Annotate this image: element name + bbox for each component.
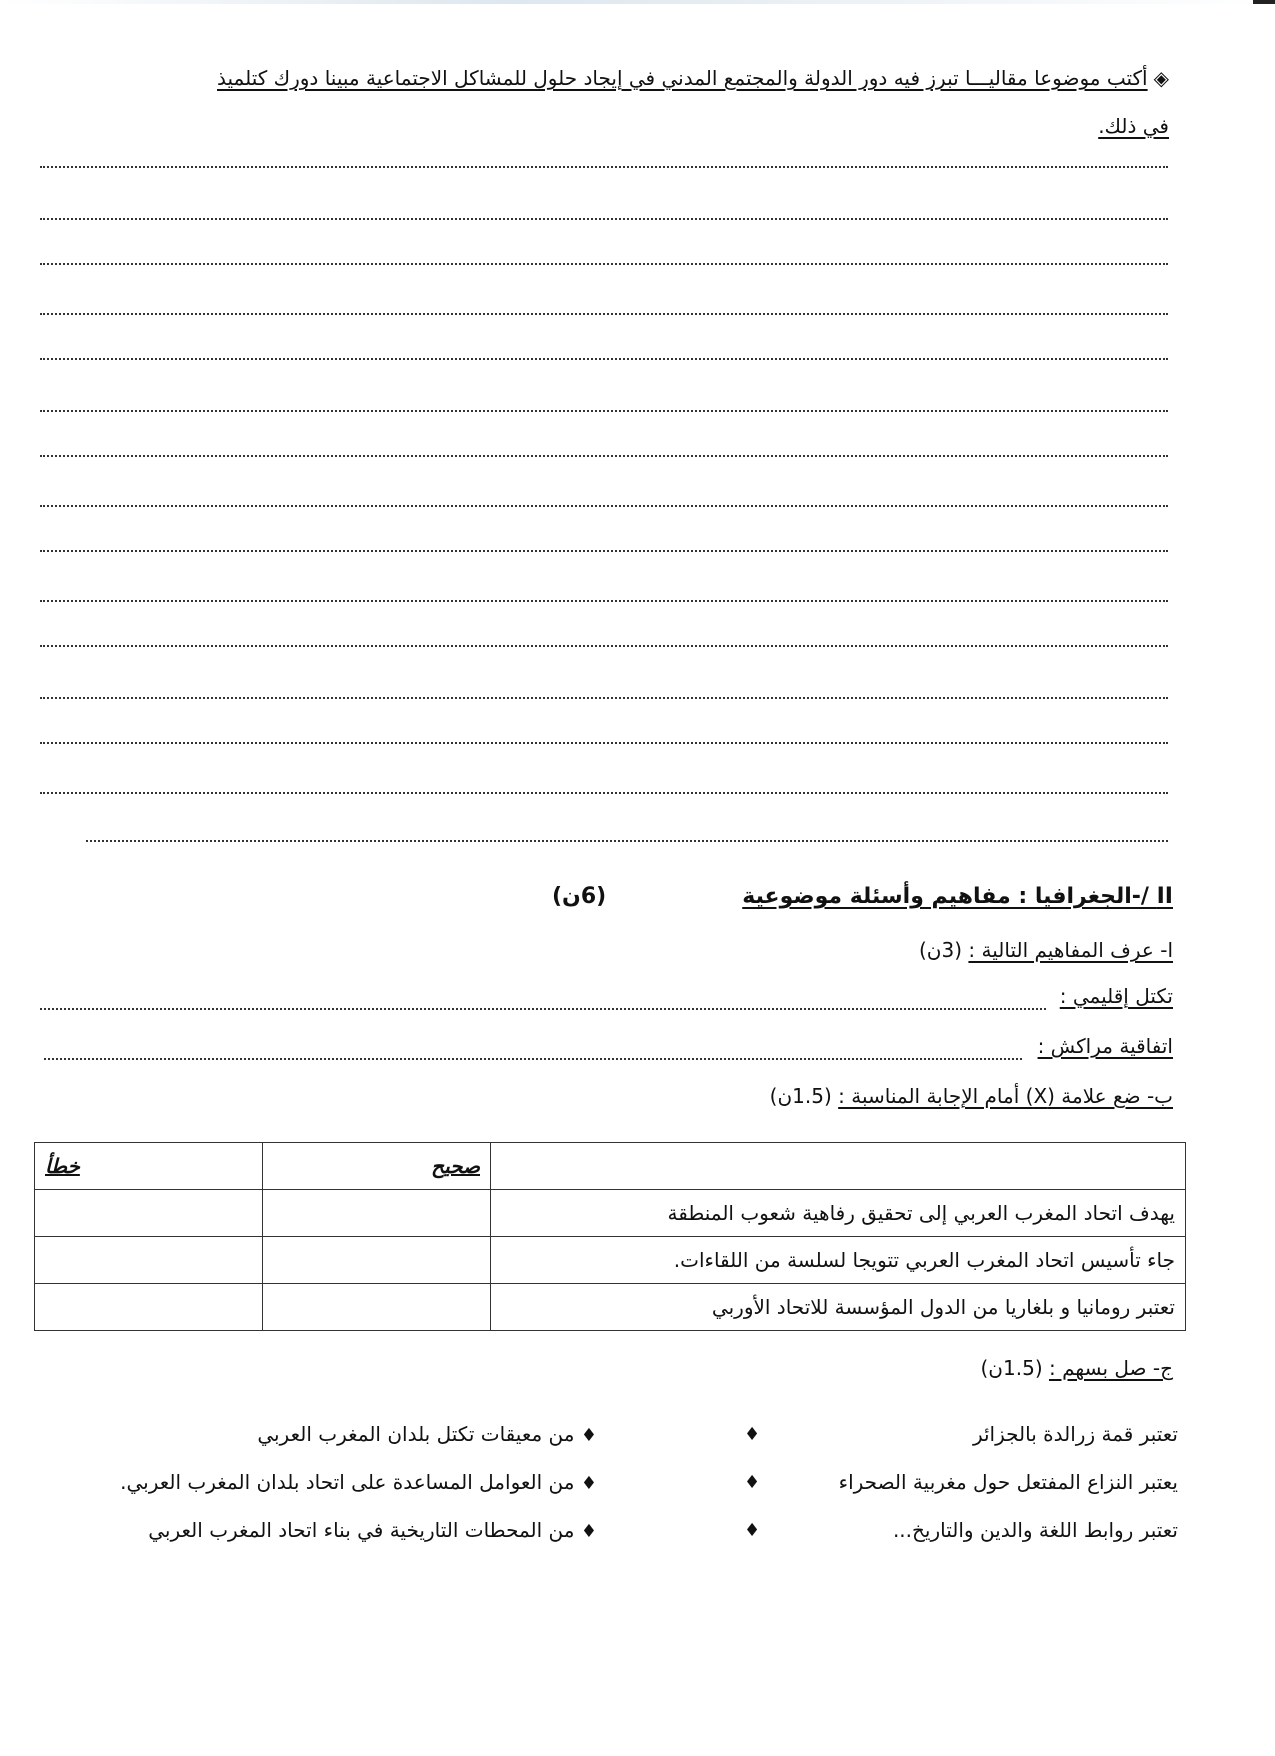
- answer-false-cell[interactable]: [35, 1284, 263, 1331]
- match-right-item: ♦ من معيقات تكتل بلدان المغرب العربي: [257, 1422, 597, 1446]
- scan-edge: [0, 0, 1275, 4]
- part-b-title: ب- ضع علامة (X) أمام الإجابة المناسبة :: [838, 1084, 1173, 1108]
- table-row: [35, 1284, 1186, 1331]
- answer-line[interactable]: [40, 358, 1168, 360]
- answer-false-cell[interactable]: [35, 1237, 263, 1284]
- header-statement: [491, 1143, 1186, 1190]
- part-a-points: (3ن): [919, 938, 963, 962]
- table-row: [35, 1237, 1186, 1284]
- answer-true-cell[interactable]: [263, 1190, 491, 1237]
- table-row: [35, 1190, 1186, 1237]
- match-right-item: ♦ من العوامل المساعدة على اتحاد بلدان المغرب العربي.: [120, 1470, 597, 1494]
- statement-cell: جاء تأسيس اتحاد المغرب العربي تتويجا لسلسة من اللقاءات.: [491, 1237, 1186, 1284]
- true-false-table: [34, 1142, 1186, 1331]
- table-header-row: [35, 1143, 1186, 1190]
- answer-line[interactable]: [40, 218, 1168, 220]
- statement-cell: يهدف اتحاد المغرب العربي إلى تحقيق رفاهية شعوب المنطقة: [491, 1190, 1186, 1237]
- answer-line[interactable]: [40, 166, 1168, 168]
- match-left-item: تعتبر روابط اللغة والدين والتاريخ...: [892, 1518, 1178, 1542]
- answer-line[interactable]: [40, 742, 1168, 744]
- statement-cell: تعتبر رومانيا و بلغاريا من الدول المؤسسة للاتحاد الأوربي: [491, 1284, 1186, 1331]
- match-right-item: ♦ من المحطات التاريخية في بناء اتحاد المغرب العربي: [148, 1518, 597, 1542]
- part-b-points: (1.5ن): [769, 1084, 832, 1108]
- answer-line[interactable]: [86, 840, 1168, 842]
- concept2-label: اتفاقية مراكش :: [1037, 1034, 1173, 1058]
- answer-line[interactable]: [40, 455, 1168, 457]
- part-a-title: ا- عرف المفاهيم التالية :: [968, 938, 1173, 962]
- concept1-answer-line[interactable]: [40, 1008, 1046, 1010]
- left-connector-dot[interactable]: ♦: [744, 1520, 761, 1541]
- concept1-label: تكتل إقليمي :: [1059, 984, 1173, 1008]
- match-left-item: يعتبر النزاع المفتعل حول مغربية الصحراء: [838, 1470, 1178, 1494]
- part-b-heading: [770, 1084, 1173, 1108]
- left-connector-dot[interactable]: ♦: [744, 1424, 761, 1445]
- answer-line[interactable]: [40, 645, 1168, 647]
- left-connector-dot[interactable]: ♦: [744, 1472, 761, 1493]
- answer-line[interactable]: [40, 263, 1168, 265]
- answer-line[interactable]: [40, 505, 1168, 507]
- concept2-answer-line[interactable]: [44, 1058, 1022, 1060]
- part-c-title: ج- صل بسهم :: [1048, 1356, 1173, 1380]
- answer-true-cell[interactable]: [263, 1284, 491, 1331]
- essay-prompt-line1: ◈أكتب موضوعا مقاليـــا تبرز فيه دور الدولة والمجتمع المدني في إيجاد حلول للمشاكل الاجتماعية مبينا دورك كتلميذ: [217, 66, 1169, 90]
- connector-dot[interactable]: ♦: [580, 1425, 597, 1446]
- answer-line[interactable]: [40, 600, 1168, 602]
- essay-prompt-line2: في ذلك.: [1098, 114, 1169, 138]
- part-a-heading: [919, 938, 1173, 962]
- scan-mark: [1253, 0, 1275, 4]
- geography-points: (6ن): [552, 884, 607, 909]
- answer-line[interactable]: [40, 697, 1168, 699]
- part-c-heading: [981, 1356, 1174, 1380]
- header-true: صحيح: [263, 1143, 491, 1190]
- geography-title: II /-الجغرافيا : مفاهيم وأسئلة موضوعية: [742, 884, 1173, 909]
- connector-dot[interactable]: ♦: [580, 1473, 597, 1494]
- match-left-item: تعتبر قمة زرالدة بالجزائر: [972, 1422, 1178, 1446]
- diamond-bullet-icon: ◈: [1153, 66, 1169, 90]
- part-c-points: (1.5ن): [980, 1356, 1043, 1380]
- header-false: خطأ: [35, 1143, 263, 1190]
- answer-line[interactable]: [40, 313, 1168, 315]
- answer-line[interactable]: [40, 550, 1168, 552]
- answer-false-cell[interactable]: [35, 1190, 263, 1237]
- answer-line[interactable]: [40, 792, 1168, 794]
- answer-true-cell[interactable]: [263, 1237, 491, 1284]
- answer-line[interactable]: [40, 410, 1168, 412]
- connector-dot[interactable]: ♦: [580, 1521, 597, 1542]
